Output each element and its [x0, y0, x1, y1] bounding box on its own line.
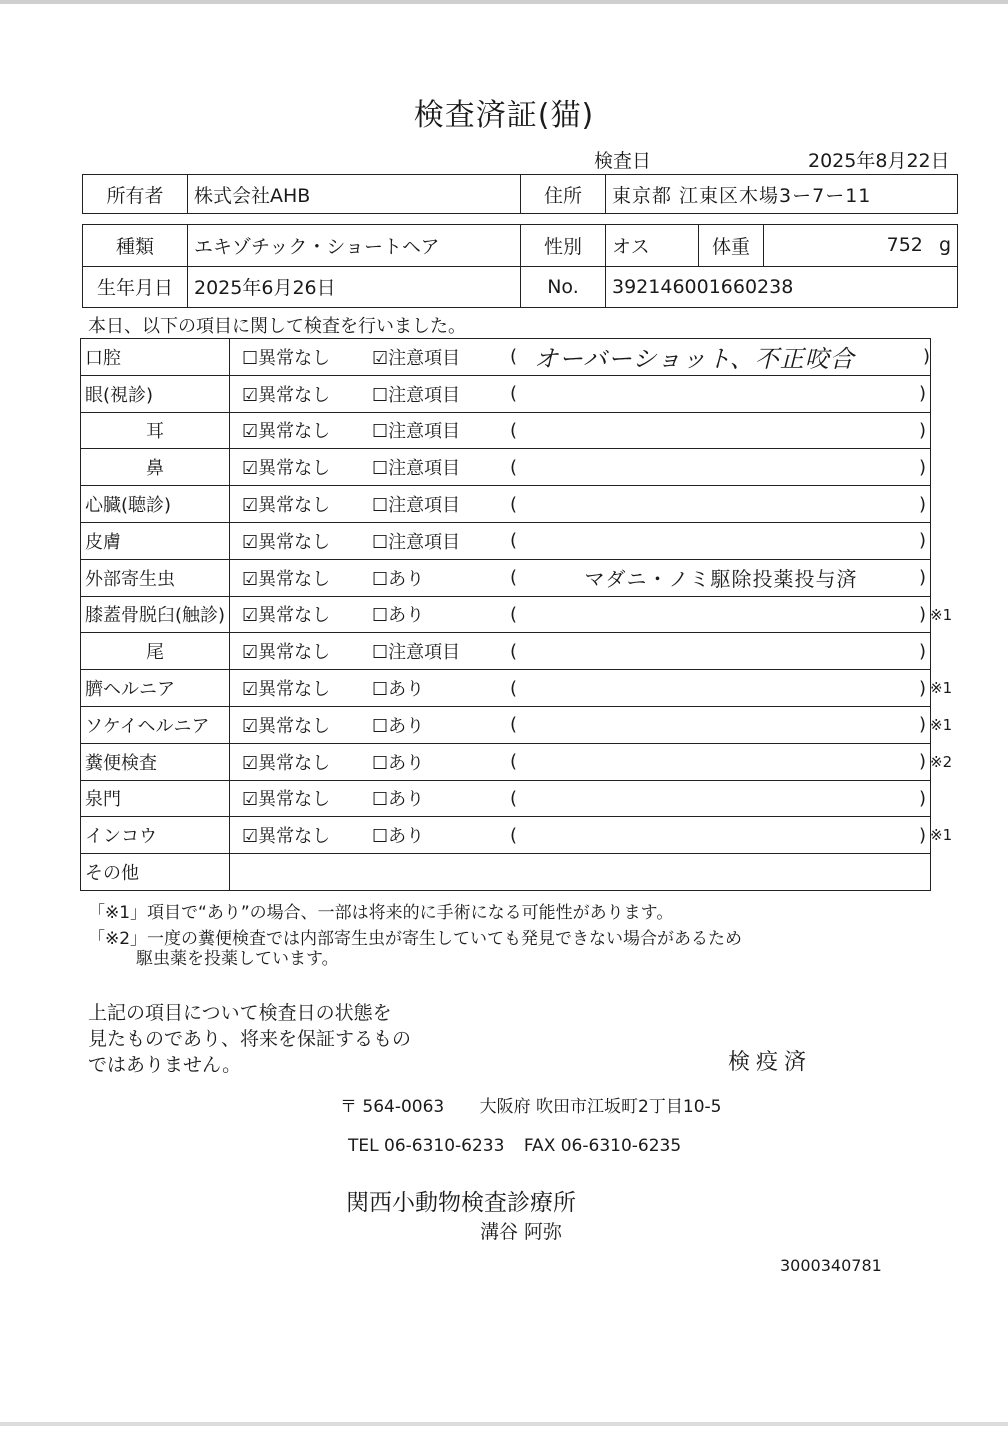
owner-label: 所有者: [83, 175, 188, 214]
item-name: 口腔: [81, 339, 230, 376]
paren-close: ): [919, 787, 927, 809]
item-name: ソケイヘルニア: [81, 706, 230, 743]
paren-open: (: [510, 346, 518, 368]
paren-open: (: [510, 383, 518, 405]
item-result-cell: [230, 449, 931, 486]
inspection-items-table: [80, 338, 931, 891]
paren-open: (: [510, 714, 518, 736]
paren-close: ): [919, 530, 927, 552]
paren-close: ): [919, 456, 927, 478]
normal-checkbox[interactable]: ☑異常なし: [242, 789, 331, 811]
weight-unit: g: [938, 234, 951, 257]
clinic-address: 大阪府 吹田市江坂町2丁目10-5: [479, 1097, 722, 1117]
item-result-cell: [230, 596, 931, 633]
inspection-row: [81, 633, 931, 670]
other-row-name: その他: [81, 854, 230, 891]
other-row: [81, 854, 931, 891]
footnote-1: 「※1」項目で“あり”の場合、一部は将来的に手術になる可能性があります。: [88, 903, 674, 923]
clinic-name: 関西小動物検査診療所: [346, 1190, 576, 1216]
footnote-3: 駆虫薬を投薬しています。: [136, 949, 339, 969]
paren-open: (: [510, 493, 518, 515]
item-name: 膝蓋骨脱臼(触診): [81, 596, 230, 633]
normal-checkbox[interactable]: ☑異常なし: [242, 384, 331, 406]
item-remark: オーバーショット、不正咬合: [534, 345, 855, 374]
normal-checkbox[interactable]: ☑異常なし: [242, 642, 331, 664]
finding-checkbox[interactable]: ☐注意項目: [372, 495, 461, 517]
item-name: 皮膚: [81, 522, 230, 559]
item-name: 泉門: [81, 780, 230, 817]
statement-line-2: 見たものであり、将来を保証するもの: [88, 1028, 412, 1050]
normal-checkbox[interactable]: ☐異常なし: [242, 347, 331, 369]
inspection-row: [81, 339, 931, 376]
breed-label: 種類: [83, 225, 188, 267]
item-name: インコウ: [81, 817, 230, 854]
item-remark: マダニ・ノミ駆除投薬投与済: [584, 567, 858, 592]
finding-checkbox[interactable]: ☐注意項目: [372, 421, 461, 443]
paren-close: ): [919, 640, 927, 662]
clinic-address-line: [340, 1092, 721, 1117]
normal-checkbox[interactable]: ☑異常なし: [242, 605, 331, 627]
paren-open: (: [510, 640, 518, 662]
paren-open: (: [510, 419, 518, 441]
item-result-cell: [230, 817, 931, 854]
paren-close: ): [923, 346, 931, 368]
breed-value: エキゾチック・ショートヘア: [188, 225, 521, 267]
serial-number: 3000340781: [780, 1256, 882, 1275]
intro-text: 本日、以下の項目に関して検査を行いました。: [88, 316, 466, 337]
paren-close: ): [919, 677, 927, 699]
item-result-cell: [230, 743, 931, 780]
item-result-cell: [230, 559, 931, 596]
item-footnote-marker: ※2: [930, 752, 953, 771]
birthdate-label: 生年月日: [83, 266, 188, 308]
weight-cell: [764, 225, 958, 267]
normal-checkbox[interactable]: ☑異常なし: [242, 752, 331, 774]
inspection-date-label: 検査日: [594, 150, 652, 172]
inspection-row: [81, 449, 931, 486]
finding-checkbox[interactable]: ☐あり: [372, 826, 425, 848]
paren-open: (: [510, 677, 518, 699]
clinic-tel: TEL 06-6310-6233: [348, 1136, 505, 1156]
normal-checkbox[interactable]: ☑異常なし: [242, 826, 331, 848]
address-label: 住所: [521, 175, 606, 214]
paren-close: ): [919, 419, 927, 441]
footnote-2: 「※2」一度の糞便検査では内部寄生虫が寄生していても発見できない場合があるため: [88, 929, 743, 949]
other-row-field[interactable]: [230, 854, 931, 891]
finding-checkbox[interactable]: ☐あり: [372, 789, 425, 811]
finding-checkbox[interactable]: ☐注意項目: [372, 458, 461, 480]
clinic-fax: FAX 06-6310-6235: [523, 1136, 682, 1156]
paren-open: (: [510, 603, 518, 625]
item-result-cell: [230, 375, 931, 412]
item-result-cell: [230, 522, 931, 559]
inspection-row: [81, 559, 931, 596]
paren-close: ): [919, 493, 927, 515]
item-result-cell: [230, 706, 931, 743]
number-value: 392146001660238: [606, 266, 958, 308]
paren-open: (: [510, 824, 518, 846]
statement-line-1: 上記の項目について検査日の状態を: [88, 1002, 392, 1024]
inspection-row: [81, 596, 931, 633]
item-name: 外部寄生虫: [81, 559, 230, 596]
inspection-row: [81, 486, 931, 523]
item-result-cell: [230, 412, 931, 449]
weight-value: 752: [886, 234, 923, 257]
item-result-cell: [230, 339, 931, 376]
item-result-cell: [230, 780, 931, 817]
inspection-date-value: 2025年8月22日: [808, 150, 950, 172]
inspection-row: [81, 817, 931, 854]
paren-close: ): [919, 714, 927, 736]
item-name: 尾: [81, 633, 230, 670]
finding-checkbox[interactable]: ☐あり: [372, 715, 425, 737]
weight-label: 体重: [699, 225, 764, 267]
paren-open: (: [510, 751, 518, 773]
statement-line-3: ではありません。: [88, 1054, 242, 1076]
normal-checkbox[interactable]: ☑異常なし: [242, 715, 331, 737]
finding-checkbox[interactable]: ☐あり: [372, 605, 425, 627]
item-result-cell: [230, 486, 931, 523]
normal-checkbox[interactable]: ☑異常なし: [242, 531, 331, 553]
finding-checkbox[interactable]: ☐注意項目: [372, 384, 461, 406]
item-result-cell: [230, 670, 931, 707]
paren-open: (: [510, 787, 518, 809]
normal-checkbox[interactable]: ☑異常なし: [242, 679, 331, 701]
owner-value: 株式会社AHB: [188, 175, 521, 214]
inspection-row: [81, 670, 931, 707]
item-footnote-marker: ※1: [930, 716, 953, 734]
item-footnote-marker: ※1: [930, 679, 953, 698]
paren-close: ): [919, 824, 927, 846]
paren-close: ): [919, 567, 927, 589]
finding-checkbox[interactable]: ☑注意項目: [372, 347, 461, 369]
finding-checkbox[interactable]: ☐注意項目: [372, 531, 461, 553]
birthdate-value: 2025年6月26日: [188, 266, 521, 308]
sex-value: オス: [606, 225, 699, 267]
finding-checkbox[interactable]: ☐あり: [372, 568, 425, 590]
item-name: 耳: [81, 412, 230, 449]
inspection-row: [81, 522, 931, 559]
inspected-stamp: 検疫済: [728, 1050, 813, 1075]
number-label: No.: [521, 266, 606, 308]
item-name: 心臓(聴診): [81, 486, 230, 523]
clinic-contact-line: [348, 1136, 681, 1156]
veterinarian-name: 溝谷 阿弥: [480, 1221, 563, 1243]
finding-checkbox[interactable]: ☐あり: [372, 752, 425, 774]
item-name: 眼(視診): [81, 375, 230, 412]
inspection-row: [81, 412, 931, 449]
animal-info-table: [82, 224, 958, 308]
owner-info-table: [82, 174, 958, 214]
normal-checkbox[interactable]: ☑異常なし: [242, 495, 331, 517]
paren-close: ): [919, 383, 927, 405]
paren-close: ): [919, 751, 927, 773]
paren-open: (: [510, 530, 518, 552]
inspection-row: [81, 780, 931, 817]
item-name: 糞便検査: [81, 743, 230, 780]
statement: [88, 1000, 411, 1078]
item-result-cell: [230, 633, 931, 670]
clinic-postal: 〒 564-0063: [340, 1097, 445, 1117]
item-name: 臍ヘルニア: [81, 670, 230, 707]
finding-checkbox[interactable]: ☐あり: [372, 679, 425, 701]
address-value: 東京都 江東区木場3ー7ー11: [606, 175, 958, 214]
bottom-scan-edge: [0, 1422, 1008, 1426]
inspection-row: [81, 743, 931, 780]
inspection-row: [81, 375, 931, 412]
normal-checkbox[interactable]: ☑異常なし: [242, 421, 331, 443]
inspection-row: [81, 706, 931, 743]
normal-checkbox[interactable]: ☑異常なし: [242, 568, 331, 590]
item-footnote-marker: ※1: [930, 605, 953, 624]
normal-checkbox[interactable]: ☑異常なし: [242, 458, 331, 480]
sex-label: 性別: [521, 225, 606, 267]
paren-open: (: [510, 456, 518, 478]
paren-open: (: [510, 567, 518, 589]
paren-close: ): [919, 603, 927, 625]
document-title: 検査済証(猫): [413, 98, 595, 133]
finding-checkbox[interactable]: ☐注意項目: [372, 642, 461, 664]
top-scan-edge: [0, 0, 1008, 4]
item-footnote-marker: ※1: [930, 826, 953, 845]
item-name: 鼻: [81, 449, 230, 486]
